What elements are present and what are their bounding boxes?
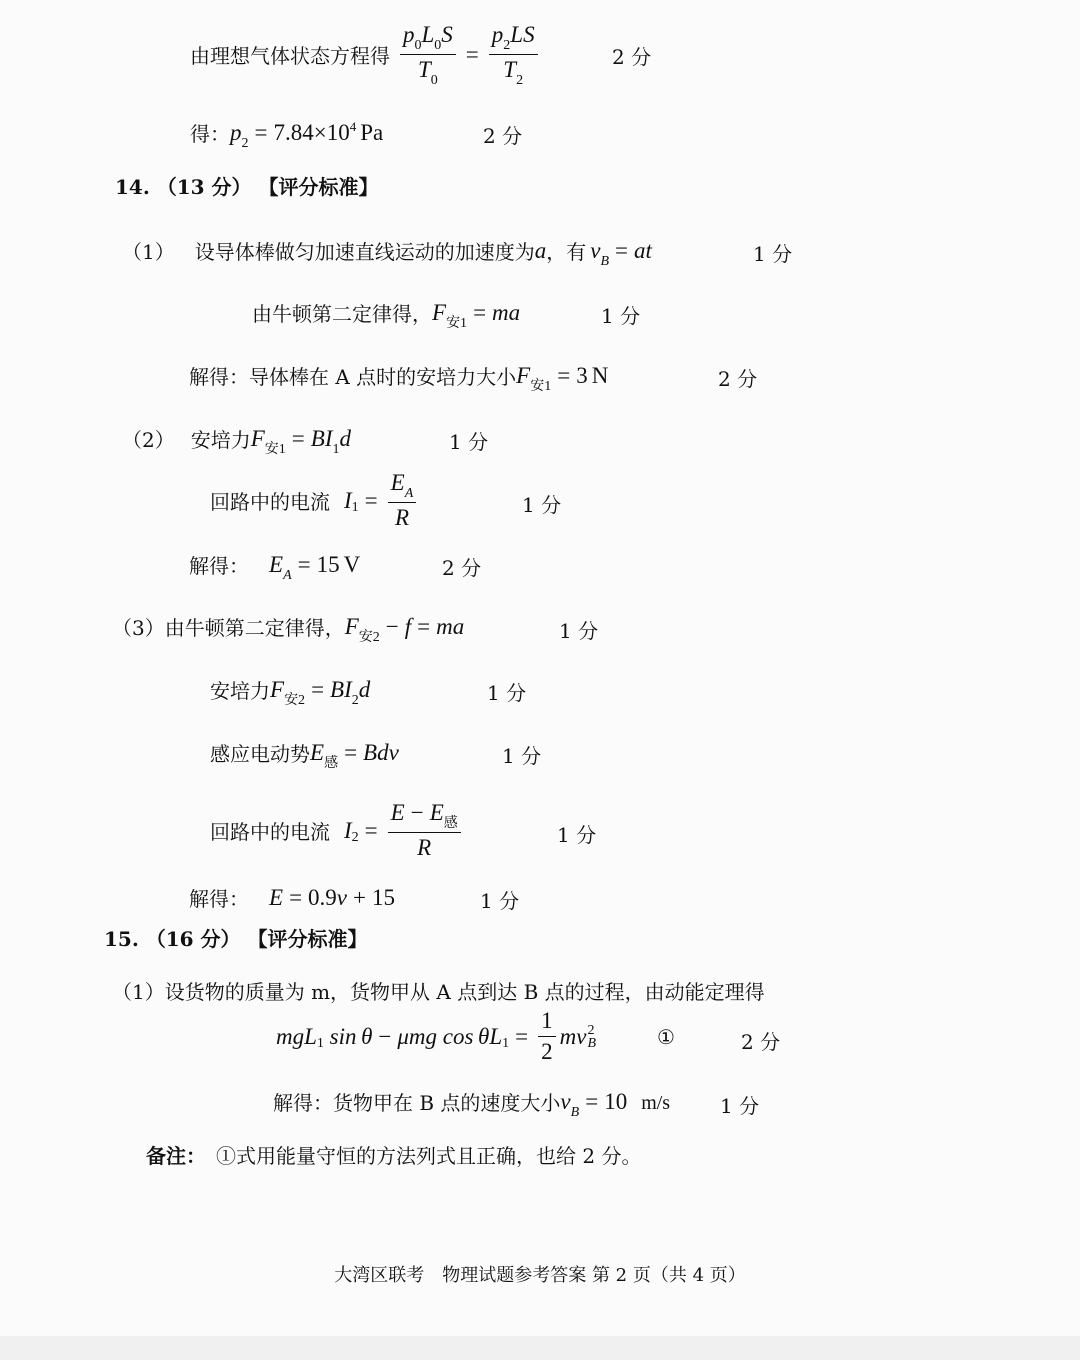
q14-p1-var-a: a — [534, 237, 547, 263]
q14-p2-label: （2） — [122, 428, 175, 452]
q14-p2-line3 — [189, 550, 361, 583]
q13-result-label: 得： — [190, 122, 230, 146]
q15-note-text: ①式用能量守恒的方法列式且正确，也给 2 分。 — [216, 1144, 642, 1168]
page-footer: 大湾区联考 物理试题参考答案 第 2 页（共 4 页） — [334, 1265, 746, 1286]
q13-fraction-left: $\frac{p_0L_0S}{T_0}$ — [400, 22, 456, 87]
q14-p2-text: 安培力 — [190, 428, 251, 452]
q14-p1-text: 设导体棒做匀加速直线运动的加速度为 — [194, 240, 535, 264]
q14-header: 14. （13 分） 【评分标准】 — [115, 175, 379, 199]
q15-p1-line1 — [112, 976, 765, 1005]
q14-p2-line1 — [122, 424, 351, 457]
q14-p3-line4-formula: I 2 = $\frac{E - E_感}{R}$ — [344, 800, 465, 861]
q15-p1-label: （1） — [112, 980, 165, 1004]
q14-p3-line2-points: 1 分 — [487, 681, 527, 705]
q13-gas-law-line — [190, 22, 542, 87]
q13-result-line — [190, 118, 384, 151]
q14-p3-line3-formula: $E_感$ = Bdv — [310, 739, 399, 771]
q13-result-points: 2 分 — [483, 124, 523, 148]
q14-p3-text: 由牛顿第二定律得， — [164, 616, 345, 640]
q14-p3-fraction: $\frac{E - E_感}{R}$ — [388, 800, 461, 861]
q14-p3-line4 — [210, 800, 465, 861]
q15-p1-line3-points: 1 分 — [720, 1094, 760, 1118]
q14-p2-line3-text: 解得： — [189, 554, 249, 578]
q15-p1-equation-line — [276, 1008, 596, 1065]
q14-p3-label: （3） — [112, 616, 165, 640]
q15-note-label: 备注： — [146, 1144, 206, 1168]
q15-p1-circle-mark: ① — [657, 1025, 675, 1049]
q14-p2-line2-formula: I 1 = $\frac{E_A}{R}$ — [344, 470, 420, 531]
q14-p3-line1 — [112, 612, 465, 645]
q15-p1-points: 2 分 — [741, 1030, 781, 1054]
q14-p1-line1 — [122, 236, 652, 269]
q14-p2-line3-formula: $E_A = 15$ V — [269, 551, 361, 583]
q14-p3-line5-points: 1 分 — [480, 889, 520, 913]
q13-fraction-right: $\frac{p_2LS}{T_2}$ — [489, 22, 538, 87]
q14-p3-line5-formula: E = 0.9v + 15 — [269, 884, 395, 910]
q15-p1-text: 设货物的质量为 m，货物甲从 A 点到达 B 点的过程，由动能定理得 — [164, 980, 765, 1004]
q13-gas-law-formula: $\frac{p_0L_0S}{T_0}$ = $\frac{p_2LS}{T_2}$ — [396, 22, 542, 87]
q15-p1-line3-formula: $v_B = 10$ m/s — [560, 1088, 671, 1120]
q14-p1-text-mid: ，有 — [546, 240, 587, 264]
q14-p1-label: （1） — [122, 240, 175, 264]
q14-p1-points: 1 分 — [753, 242, 793, 266]
q14-p3-points: 1 分 — [559, 619, 599, 643]
q13-gas-law-points: 2 分 — [612, 45, 652, 69]
q15-header: 15. （16 分） 【评分标准】 — [104, 927, 368, 951]
q14-p1-line2 — [252, 298, 521, 331]
q14-p1-line3-formula: $F_{安1} = 3$ N — [516, 362, 609, 394]
q14-p3-line2-text: 安培力 — [210, 679, 270, 703]
q14-p1-line3-points: 2 分 — [718, 367, 758, 391]
q14-p3-line2 — [210, 675, 371, 708]
q14-p3-line5-text: 解得： — [189, 887, 249, 911]
q14-p3-line3-text: 感应电动势 — [210, 742, 310, 766]
q14-p1-line2-text: 由牛顿第二定律得， — [252, 302, 432, 326]
q14-p1-line2-formula: $F_{安1}$ = ma — [432, 299, 521, 331]
q14-p3-line4-points: 1 分 — [557, 823, 597, 847]
q15-p1-equation: mgL 1 sin θ − μmg cos θL 1 = $\frac{1}{2}$ mv 2 B — [276, 1008, 597, 1064]
q14-p1-line3 — [189, 361, 609, 394]
q14-p3-line4-text: 回路中的电流 — [210, 820, 330, 844]
q14-p2-line2-points: 1 分 — [522, 493, 562, 517]
q14-p3-formula: $F_{安2} - f$ = ma — [344, 613, 465, 645]
q14-p2-line2-text: 回路中的电流 — [210, 490, 330, 514]
q14-p3-line3-points: 1 分 — [502, 744, 542, 768]
q13-result-formula: $p_2 = 7.84\times 10^4$ Pa — [230, 118, 384, 151]
q14-p2-formula: $F_{安1} = BI_1d$ — [250, 425, 351, 457]
q14-p3-line2-formula: $F_{安2} = BI_2d$ — [270, 676, 371, 708]
q14-p1-line3-text: 解得：导体棒在 A 点时的安培力大小 — [189, 365, 517, 389]
q14-p2-line3-points: 2 分 — [442, 556, 482, 580]
q15-p1-line3-text: 解得：货物甲在 B 点的速度大小 — [273, 1091, 561, 1115]
q14-p3-line5 — [189, 883, 395, 912]
q15-note — [146, 1140, 641, 1169]
page-bottom-edge — [0, 1336, 1080, 1360]
q14-p1-line2-points: 1 分 — [601, 304, 641, 328]
q14-p2-line2 — [210, 470, 420, 531]
q15-p1-half-fraction: $\frac{1}{2}$ — [538, 1008, 556, 1065]
q15-p1-line3 — [273, 1087, 671, 1120]
q14-p3-line3 — [210, 738, 399, 771]
q14-p2-fraction: $\frac{E_A}{R}$ — [388, 470, 417, 531]
q14-p1-formula: $v_B$ = at — [590, 237, 652, 269]
q13-gas-law-text: 由理想气体状态方程得 — [190, 44, 390, 68]
q14-p2-points: 1 分 — [449, 430, 489, 454]
